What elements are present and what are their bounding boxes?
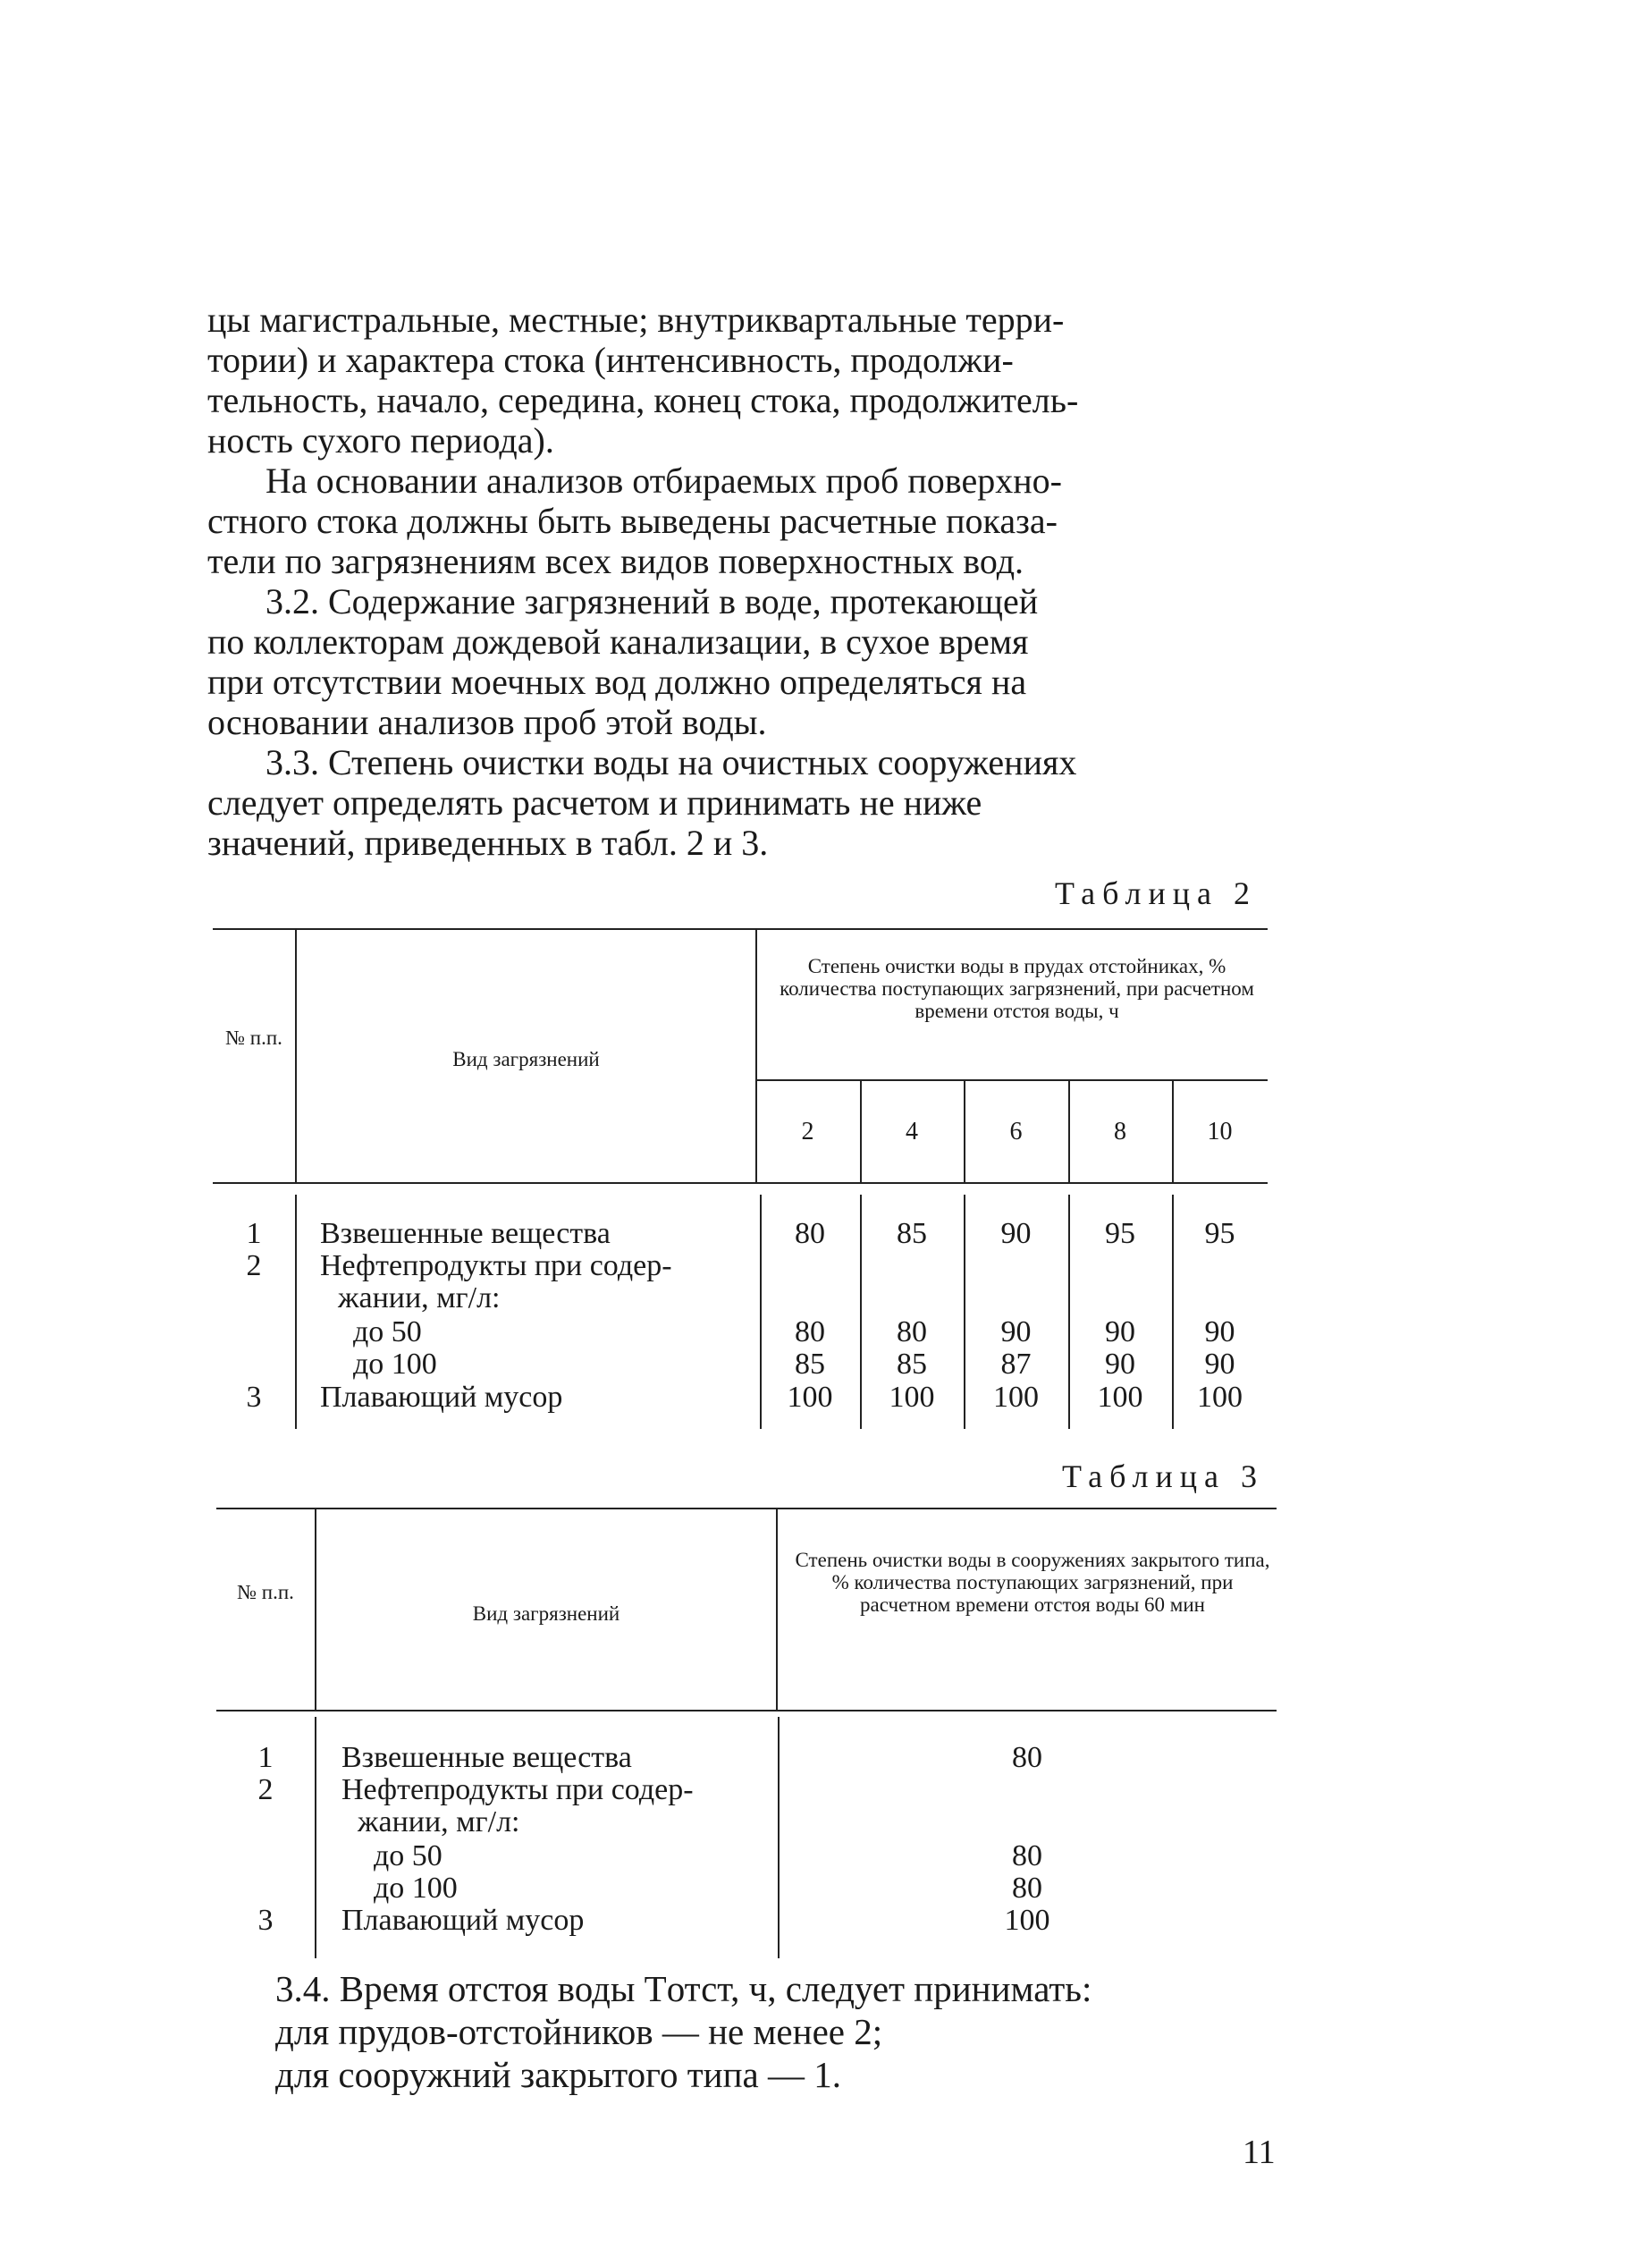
table2-value: 90 [1105,1315,1135,1348]
table2-label: Взвешенные вещества [320,1217,611,1250]
paragraph-analysis: На основании анализов отбираемых проб поверхно- стного стока должны быть выведены расчетные показа- тели по загрязнениям всех видов поверхностных вод. [207,461,1062,581]
table2-row-num: 1 [246,1217,262,1250]
table2-value: 80 [795,1217,825,1250]
table2-value: 85 [897,1217,927,1250]
table3-col-divider [315,1717,316,1958]
table3-value: 100 [1004,1904,1050,1937]
table2-label: до 100 [353,1348,437,1381]
table2-subheader-rule [755,1079,1268,1081]
table3-label: жании, мг/л: [358,1805,520,1838]
table2-header-num: № п.п. [225,1027,282,1049]
table2-header-hour: 10 [1207,1118,1233,1145]
table2-header-rule [213,1182,1268,1184]
table3-value: 80 [1012,1872,1042,1905]
table3-value: 80 [1012,1839,1042,1872]
page-number: 11 [1243,2134,1276,2171]
table3-top-rule [216,1508,1277,1509]
paragraph-continuation: цы магистральные, местные; внутриквартальные терри- тории) и характера стока (интенсивность, продолжи- тельность, начало, середина, конец стока, продолжитель- ность сухого периода). [207,300,1079,461]
table3-value: 80 [1012,1741,1042,1774]
table3-label: Плавающий мусор [341,1904,585,1937]
table2-label: Нефтепродукты при содер- [320,1249,672,1282]
table2-value: 87 [1000,1348,1032,1381]
table2-value: 80 [897,1315,927,1348]
table3-col-divider [776,1509,778,1710]
table3-row-num: 1 [257,1741,274,1774]
table2-value: 85 [897,1348,927,1381]
table2-top-rule [213,928,1268,930]
table3-header-kind: Вид загрязнений [472,1602,620,1625]
table2-header-hour: 4 [906,1118,918,1145]
table3-header-num: № п.п. [237,1581,294,1603]
paragraph-3-4: 3.4. Время отстоя воды Tотст, ч, следует принимать: для прудов-отстойников — не менее 2; для сооружний закрытого типа — 1. [275,1968,1092,2095]
table2-value: 90 [1204,1348,1235,1381]
table3-caption: Таблица 3 [1062,1458,1264,1494]
table3-row-num: 3 [257,1904,274,1937]
table2-value: 100 [889,1381,935,1414]
table2-header-kind: Вид загрязнений [452,1048,600,1070]
table2-label: до 50 [353,1315,422,1348]
table2-value: 95 [1105,1217,1135,1250]
table2-label: жании, мг/л: [338,1281,501,1314]
table2-value: 100 [1097,1381,1143,1414]
table2-value: 90 [1000,1315,1032,1348]
paragraph-3-2: 3.2. Содержание загрязнений в воде, протекающей по коллекторам дождевой канализации, в сухое время при отсутствии моечных вод должно определяться на основании анализов проб этой воды. [207,581,1039,742]
table3-header-value: Степень очистки воды в сооружениях закрытого типа, % количества поступающих загрязнений, при расчетном времени отстоя воды 60 мин [795,1549,1270,1616]
table2-value: 90 [1105,1348,1135,1381]
table2-value: 85 [795,1348,825,1381]
table2-value: 95 [1204,1217,1235,1250]
table2-value: 80 [795,1315,825,1348]
paragraph-3-3: 3.3. Степень очистки воды на очистных сооружениях следует определять расчетом и принимать не ниже значений, приведенных в табл. 2 и 3. [207,742,1077,863]
table2-col-divider [755,930,757,1182]
table2-value: 100 [993,1381,1039,1414]
table2-value: 100 [787,1381,833,1414]
table2-col-divider [295,1195,297,1429]
table3-label: Нефтепродукты при содер- [341,1773,694,1806]
table3-label: до 50 [374,1839,442,1872]
table3-row-num: 2 [257,1773,274,1806]
table2-value: 90 [1000,1217,1032,1250]
table2-row-num: 3 [246,1381,262,1414]
table2-value: 90 [1204,1315,1235,1348]
table2-header-hour: 6 [1009,1118,1023,1145]
table2-header-hour: 8 [1114,1118,1126,1145]
table2-header-group: Степень очистки воды в прудах отстойниках, % количества поступающих загрязнений, при расчетном времени отстоя воды, ч [780,955,1254,1022]
table2-row-num: 2 [246,1249,262,1282]
table3-header-rule [216,1710,1277,1711]
table2-caption: Таблица 2 [1055,875,1257,911]
table3-label: Взвешенные вещества [341,1741,632,1774]
table2-label: Плавающий мусор [320,1381,563,1414]
table3-label: до 100 [374,1872,458,1905]
table2-value: 100 [1197,1381,1243,1414]
table2-header-hour: 2 [801,1118,814,1145]
